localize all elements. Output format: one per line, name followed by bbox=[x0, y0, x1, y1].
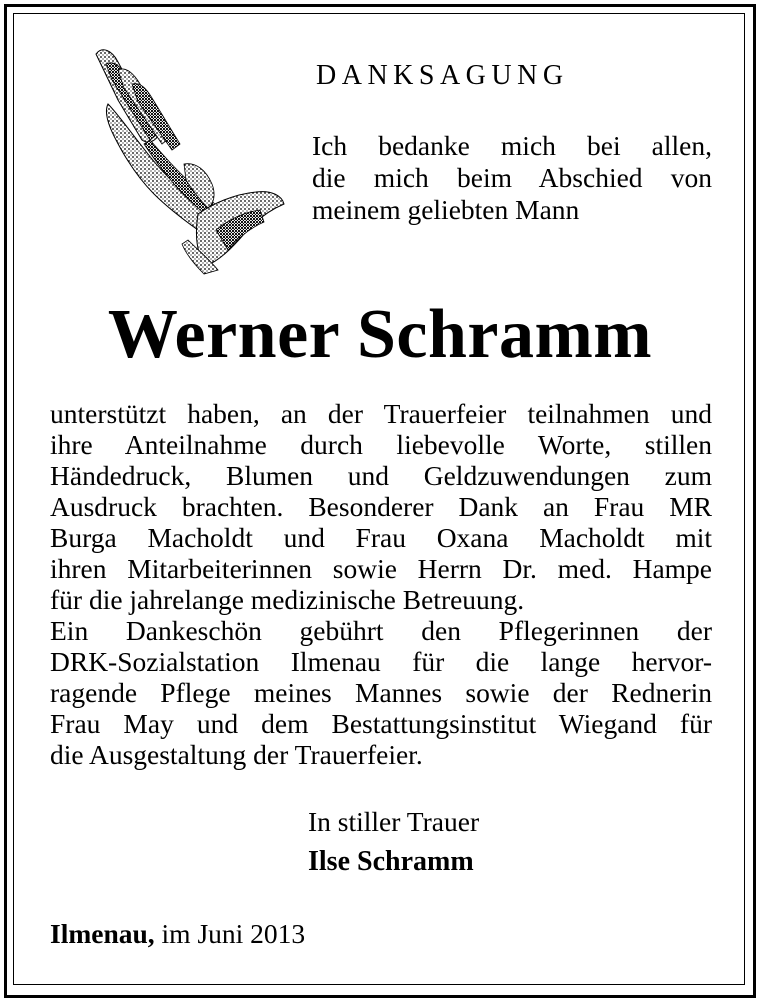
signer-name: Ilse Schramm bbox=[308, 846, 474, 877]
body-line: Burga Macholdt und Frau Oxana Macholdt mit bbox=[50, 522, 712, 553]
body-line: Ausdruck brachten. Besonderer Dank an Frau MR bbox=[50, 491, 712, 522]
intro-line: meinem geliebten Mann bbox=[312, 194, 580, 225]
closing-phrase: In stiller Trauer bbox=[308, 806, 480, 837]
body-line: die Ausgestaltung der Trauerfeier. bbox=[50, 739, 423, 770]
body-line: Händedruck, Blumen und Geldzuwendungen zum bbox=[50, 460, 712, 491]
heading: DANKSAGUNG bbox=[316, 60, 569, 91]
intro-line: Ich bedanke mich bei allen, bbox=[312, 130, 712, 161]
body-text bbox=[50, 398, 712, 770]
body-line: ihre Anteilnahme durch liebevolle Worte, stillen bbox=[50, 429, 712, 460]
body-line: Ein Dankeschön gebührt den Pflegerinnen der bbox=[50, 615, 712, 646]
body-line: DRK-Sozialstation Ilmenau für die lange hervor- bbox=[50, 646, 712, 677]
deceased-name: Werner Schramm bbox=[107, 296, 653, 373]
place: Ilmenau, bbox=[50, 918, 155, 949]
body-line: ihren Mitarbeiterinnen sowie Herrn Dr. med. Hampe bbox=[50, 553, 712, 584]
intro-text bbox=[312, 130, 712, 226]
place-date bbox=[50, 920, 305, 948]
body-line: Frau May und dem Bestattungsinstitut Wiegand für bbox=[50, 708, 712, 739]
body-line: unterstützt haben, an der Trauerfeier teilnahmen und bbox=[50, 398, 712, 429]
intro-line: die mich beim Abschied von bbox=[312, 162, 712, 193]
body-line: ragende Pflege meines Mannes sowie der Rednerin bbox=[50, 677, 712, 708]
date: im Juni 2013 bbox=[161, 918, 306, 949]
body-line: für die jahrelange medizinische Betreuung. bbox=[50, 584, 525, 615]
praying-hands-icon bbox=[88, 44, 288, 276]
